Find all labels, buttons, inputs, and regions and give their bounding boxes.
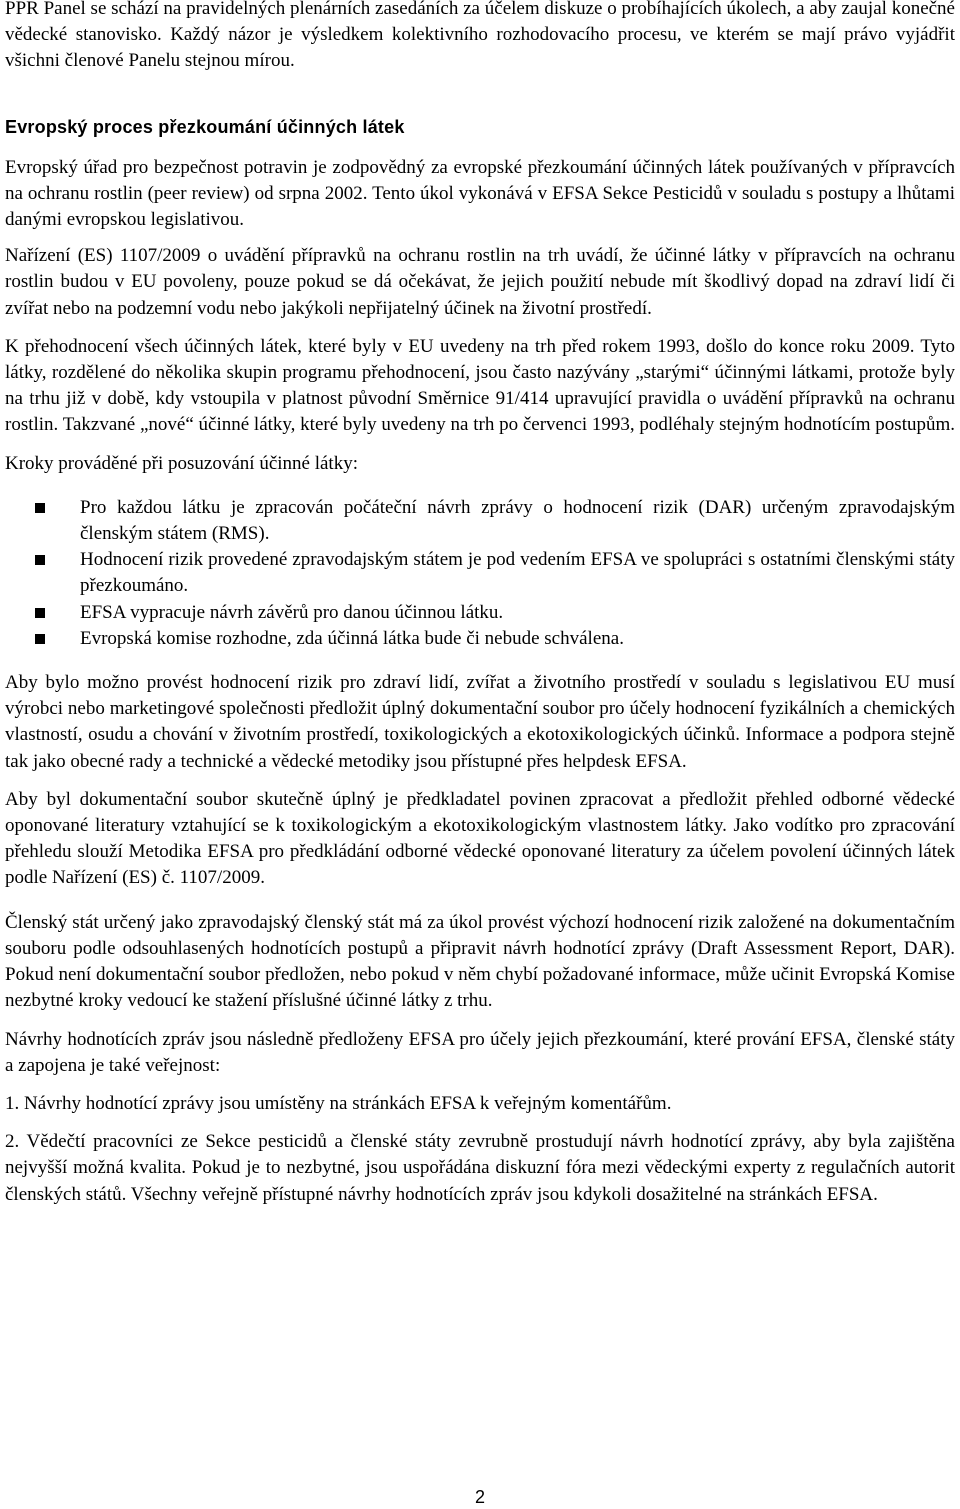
paragraph-rapporteur: Členský stát určený jako zpravodajský členský stát má za úkol provést výchozí hodnocení rizik založené na dokumentačním souboru podle odsouhlasených hodnotících postupů a připravit návrh hodnotící zprávy (Draft Assessment Report, DAR). Pokud není dokumentační soubor předložen, nebo pokud v něm chybí požadované informace, může učinit Evropská Komise nezbytné kroky vedoucí ke stažení příslušné účinné látky z trhu. xyxy=(5,911,955,1012)
list-item-text: EFSA vypracuje návrh závěrů pro danou účinnou látku. xyxy=(80,601,504,623)
list-item-text: Hodnocení rizik provedené zpravodajským státem je pod vedením EFSA ve spolupráci s ostatními členskými státy přezkoumáno. xyxy=(80,549,955,597)
paragraph-reassessment: K přehodnocení všech účinných látek, které byly v EU uvedeny na trh před rokem 1993, došlo do konce roku 2009. Tyto látky, rozdělené do několika skupin programu přehodnocení, jsou často nazývány „starými“ účinnými látkami, protože byly na trhu již v době, kdy vstoupila v platnost původní Směrnice 91/414 upravující pravidla o uvádění přípravků na ochranu rostlin. Takzvané „nové“ účinné látky, které byly uvedeny na trh po červenci 1993, podléhaly stejným hodnotícím postupům. xyxy=(5,335,956,436)
paragraph-efsa-responsibility: Evropský úřad pro bezpečnost potravin je zodpovědný za evropské přezkoumání účinných látek používaných v přípravcích na ochranu rostlin (peer review) od srpna 2002. Tento úkol vykonává v EFSA Sekce Pesticidů v souladu s postupy a lhůtami danými evropskou legislativou. xyxy=(5,156,955,231)
square-bullet-icon xyxy=(35,555,45,565)
numbered-item-1: 1. Návrhy hodnotící zprávy jsou umístěny na stránkách EFSA k veřejným komentářům. xyxy=(5,1092,672,1114)
paragraph-peer-review: Návrhy hodnotících zpráv jsou následně předloženy EFSA pro účely jejich přezkoumání, které prování EFSA, členské státy a zapojena je také veřejnost: xyxy=(5,1028,955,1076)
paragraph-literature-review: Aby byl dokumentační soubor skutečně úplný je předkladatel povinen zpracovat a předložit přehled odborné vědecké oponované literatury vztahující se k toxikologickým a ekotoxikologickým vlastnostem látky. Jako vodítko pro zpracování přehledu slouží Metodika EFSA pro předkládání odborné vědecké oponované literatury za účelem povolení účinných látek podle Nařízení (ES) č. 1107/2009. xyxy=(5,788,955,889)
list-item-text: Evropská komise rozhodne, zda účinná látka bude či nebude schválena. xyxy=(80,627,624,649)
steps-intro: Kroky prováděné při posuzování účinné látky: xyxy=(5,452,358,474)
paragraph-regulation: Nařízení (ES) 1107/2009 o uvádění přípravků na ochranu rostlin na trh uvádí, že účinné látky v přípravcích na ochranu rostlin budou v EU povoleny, pouze pokud se dá očekávat, že jejich použití nebude mít škodlivý dopad na zdraví lidí či zvířat nebo na podzemní vodu nebo jakýkoli nepřijatelný účinek na životní prostředí. xyxy=(5,245,955,319)
page-number: 2 xyxy=(474,1487,485,1507)
intro-paragraph: PPR Panel se schází na pravidelných plenárních zasedáních za účelem diskuze o probíhajících úkolech, a aby zaujal konečné vědecké stanovisko. Každý názor je výsledkem kolektivního rozhodovacího procesu, ve kterém se mají právo vyjádřit všichni členové Panelu stejnou mírou. xyxy=(5,0,955,72)
list-item xyxy=(5,600,955,626)
paragraph-dossier: Aby bylo možno provést hodnocení rizik pro zdraví lidí, zvířat a životního prostředí v souladu s legislativou EU musí výrobci nebo marketingové společnosti předložit úplný dokumentační soubor pro účely hodnocení fyzikálních a chemických vlastností, osudu a chování v životním prostředí, toxikologických a ekotoxikologických účinků. Informace a podpora stejně tak jako obecné rady a technické a vědecké metodiky jsou přístupné přes helpdesk EFSA. xyxy=(5,672,955,772)
numbered-item-2: 2. Vědečtí pracovníci ze Sekce pesticidů a členské státy zevrubně prostudují návrh hodnotící zprávy, aby byla zajištěna nejvyšší možná kvalita. Pokud je to nezbytné, jsou uspořádána diskuzní fóra mezi vědeckými experty z regulačních autorit členských států. Všechny veřejně přístupné návrhy hodnotících zpráv jsou kdykoli dosažitelné na stránkách EFSA. xyxy=(5,1131,955,1205)
section-heading: Evropský proces přezkoumání účinných látek xyxy=(5,116,405,137)
steps-list xyxy=(5,495,955,652)
document-page xyxy=(5,0,955,1208)
square-bullet-icon xyxy=(35,608,45,618)
list-item xyxy=(5,626,955,652)
square-bullet-icon xyxy=(35,634,45,644)
list-item-text: Pro každou látku je zpracován počáteční návrh zprávy o hodnocení rizik (DAR) určeným zpravodajským členským státem (RMS). xyxy=(80,496,955,545)
list-item xyxy=(5,547,955,599)
square-bullet-icon xyxy=(35,503,45,513)
list-item xyxy=(5,495,955,547)
